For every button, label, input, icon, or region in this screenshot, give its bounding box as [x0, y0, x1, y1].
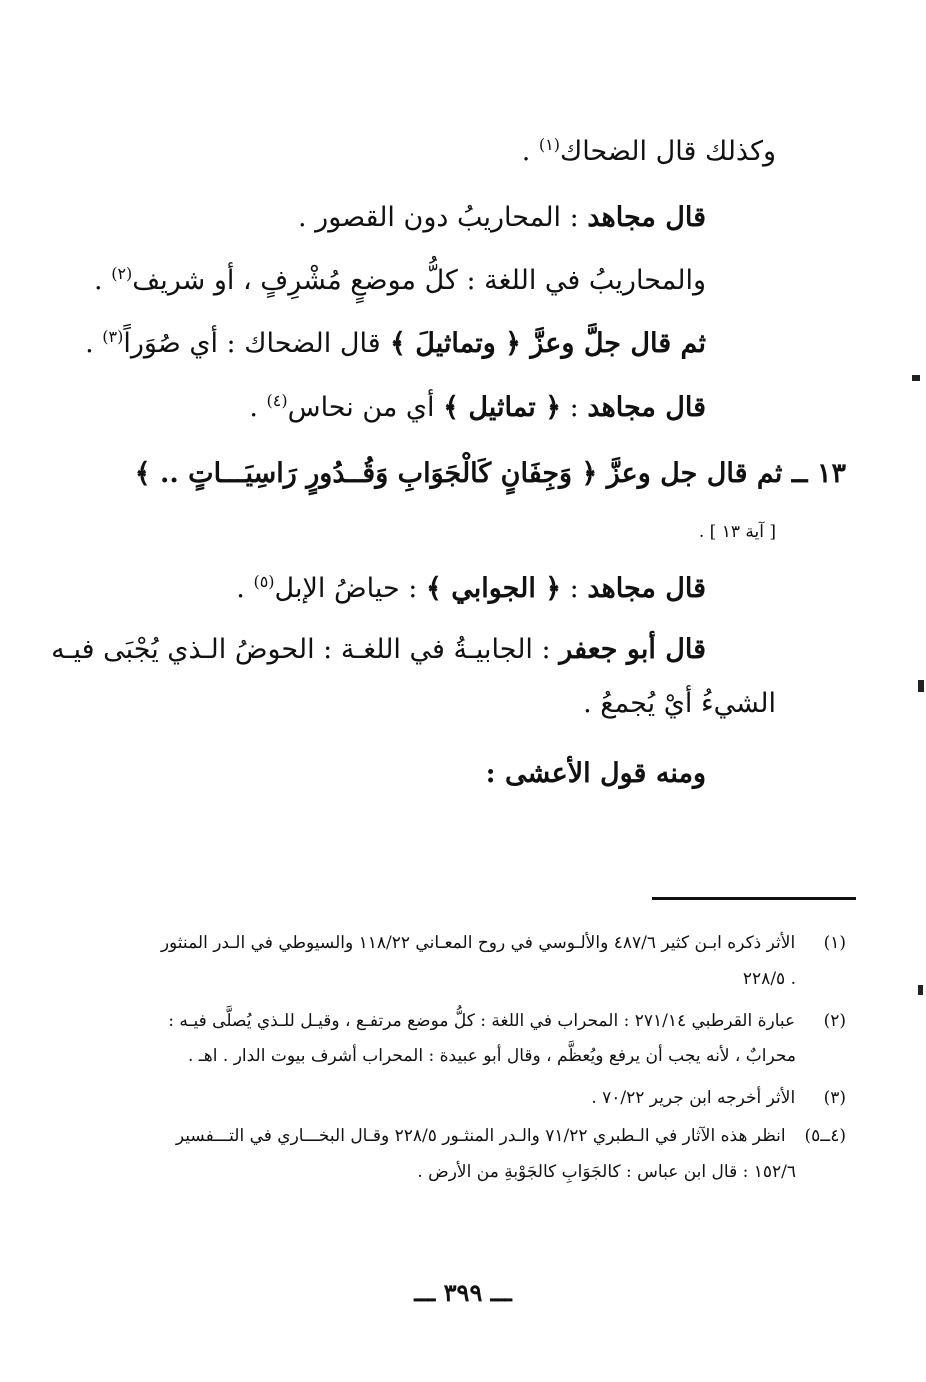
footnote-number: (٣) — [823, 1088, 846, 1108]
body-line-11 — [486, 758, 706, 789]
footnote-3-line-1: (٣) الأثر أخرجه ابن جرير ٧٠/٢٢ . — [591, 1088, 846, 1108]
footnote-ref-5: (٥) — [253, 572, 275, 591]
verse-heading: ١٣ ــ ثم قال جل وعزَّ — [606, 458, 846, 489]
footnote-4-line-1: (٤ــ٥) انظر هذه الآثار في الـطبري ٧١/٢٢ والـدر المنثـور ٢٢٨/٥ وقـال البخـــاري في التـــفسير — [175, 1126, 846, 1146]
body-line-6 — [135, 458, 846, 489]
scan-speck — [918, 985, 923, 995]
quran-quote: ﴿ تماثيل ﴾ — [443, 392, 562, 423]
body-line-1: وكذلك قال الضحاك$^{(١)}$ . — [521, 135, 776, 167]
speaker-name: ثم قال جلَّ وعزَّ — [530, 328, 706, 359]
footnote-ref-4: (٤) — [266, 391, 288, 410]
speaker-name: قال مجاهد — [587, 202, 706, 233]
verse-reference: [ آية ١٣ ] . — [698, 522, 776, 542]
footnote-ref-2: (٢) — [111, 264, 133, 283]
footnote-number: (١) — [823, 933, 846, 953]
footnote-divider — [652, 897, 856, 900]
scan-speck — [912, 375, 920, 381]
body-line-4: ثم قال جلَّ وعزَّ ﴿ وتماثيلَ ﴾ قال الضحاك : أي صُوَراً$^{(٣)}$ . — [85, 327, 706, 359]
footnote-number: (٤ــ٥) — [804, 1126, 846, 1146]
quran-quote: ﴿ وَجِفَانٍ كَالْجَوَابِ وَقُــدُورٍ رَاسِيَـــاتٍ .. ﴾ — [134, 458, 607, 489]
footnote-2-line-1: (٢) عبارة القرطبي ٢٧١/١٤ : المحراب في اللغة : كلُّ موضع مرتفـع ، وقيـل للـذي يُصلَّى فيـه : — [168, 1011, 846, 1031]
scan-speck — [918, 680, 924, 692]
body-line-3: والمحاريبُ في اللغة : كلُّ موضعٍ مُشْرِفٍ ، أو شريف$^{(٢)}$ . — [94, 264, 706, 296]
footnote-1-line-1: (١) الأثر ذكره ابـن كثير ٤٨٧/٦ والألـوسي في روح المعـاني ١١٨/٢٢ والسيوطي في الـدر المنثور — [160, 933, 846, 953]
footnote-ref-1: (١) — [538, 135, 560, 154]
body-line-5: قال مجاهد : ﴿ تماثيل ﴾ أي من نحاس$^{(٤)}$ . — [249, 391, 706, 423]
body-line-10: الشيءُ أيْ يُجمعُ . — [583, 688, 776, 719]
speaker-name: قال مجاهد — [587, 573, 706, 604]
footnote-ref-3: (٣) — [102, 327, 124, 346]
page-number: ـــ ٣٩٩ ـــ — [414, 1278, 512, 1307]
speaker-name: ومنه قول الأعشى : — [485, 758, 706, 789]
quran-quote: ﴿ الجوابي ﴾ — [425, 573, 562, 604]
body-line-8: قال مجاهد : ﴿ الجوابي ﴾ : حياضُ الإبل$^{(٥)}$ . — [236, 572, 706, 604]
body-line-2: قال مجاهد : المحاريبُ دون القصور . — [297, 202, 706, 233]
speaker-name: قال أبو جعفر — [559, 634, 706, 665]
footnote-number: (٢) — [823, 1011, 846, 1031]
body-line-9: قال أبو جعفر : الجابيـةُ في اللغـة : الحوضُ الـذي يُجْبَى فيـه — [51, 634, 706, 665]
footnote-4-line-2: ١٥٢/٦ : قال ابن عباس : كالجَوَابِ كالجَوْبةِ من الأرض . — [417, 1162, 796, 1182]
speaker-name: قال مجاهد — [587, 392, 706, 423]
quran-quote: ﴿ وتماثيلَ ﴾ — [380, 328, 531, 359]
footnote-2-line-2: محرابٌ ، لأنه يجب أن يرفع ويُعظَّم ، وقال أبو عبيدة : المحراب أشرف بيوت الدار . اهـ . — [188, 1046, 796, 1066]
footnote-1-line-2: ٢٢٨/٥ . — [742, 969, 796, 989]
